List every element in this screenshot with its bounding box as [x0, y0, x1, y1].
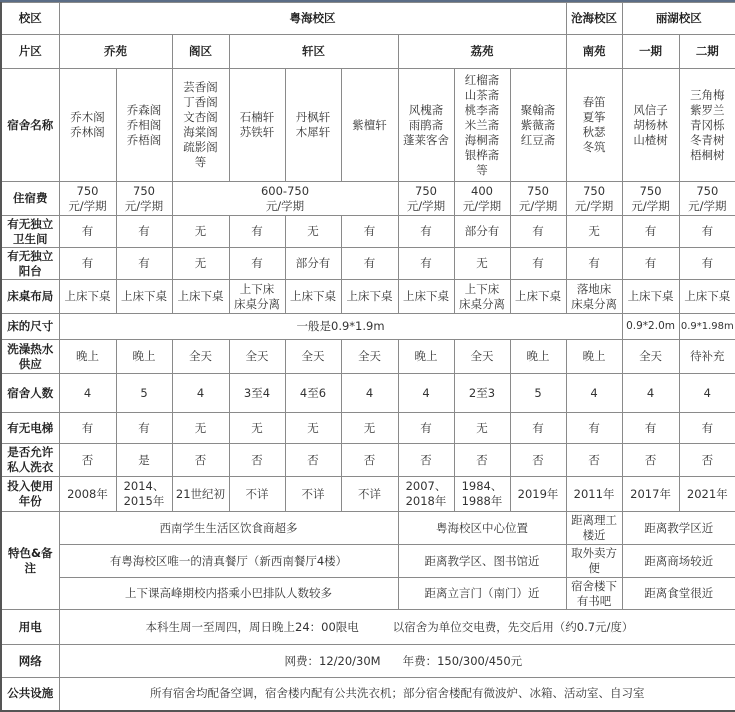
area-gequ: 阁区: [172, 35, 229, 69]
campus-yuehai: 粤海校区: [59, 3, 566, 35]
laundry-cell: 否: [285, 444, 341, 477]
elevator-cell: 无: [172, 413, 229, 444]
laundry-cell: 是: [116, 444, 172, 477]
year-cell: 2007、 2018年: [398, 477, 454, 512]
laundry-cell: 否: [172, 444, 229, 477]
hot-water-cell: 全天: [229, 340, 285, 374]
bathroom-cell: 无: [566, 216, 622, 248]
year-cell: 1984、 1988年: [454, 477, 510, 512]
laundry-row: [1, 444, 735, 477]
bathroom-row: [1, 216, 735, 248]
feature-lizhi-3: 距离立言门（南门）近: [398, 578, 566, 610]
balcony-row: [1, 248, 735, 280]
elevator-cell: 有: [622, 413, 679, 444]
balcony-cell: 无: [454, 248, 510, 280]
fee-cell: 750 元/学期: [566, 182, 622, 216]
laundry-cell: 否: [622, 444, 679, 477]
occupants-cell: 5: [116, 374, 172, 413]
balcony-cell: 有: [622, 248, 679, 280]
electricity-info: [59, 610, 735, 645]
hot-water-row: [1, 340, 735, 374]
hot-water-cell: 全天: [172, 340, 229, 374]
hot-water-cell: 晚上: [566, 340, 622, 374]
bed-size-lihu-phase2: 0.9*1.98m: [679, 314, 735, 340]
dorm-names-cell: 乔森阁 乔相阁 乔梧阁: [116, 69, 172, 182]
row-label-bed-size: 床的尺寸: [1, 314, 59, 340]
bed-layout-cell: 上下床 床桌分离: [229, 280, 285, 314]
feature-yuehai-west-1: 西南学生生活区饮食商超多: [59, 512, 398, 545]
fee-cell: 750 元/学期: [398, 182, 454, 216]
balcony-cell: 有: [679, 248, 735, 280]
occupants-cell: 4: [679, 374, 735, 413]
bed-layout-cell: 落地床 床桌分离: [566, 280, 622, 314]
hot-water-cell: 晚上: [59, 340, 116, 374]
elevator-cell: 有: [398, 413, 454, 444]
network-info: [59, 645, 735, 678]
dorm-names-cell: 风槐斋 雨鹃斋 蓬莱客舍: [398, 69, 454, 182]
bed-layout-cell: 上床下桌: [285, 280, 341, 314]
dorm-names-row: [1, 69, 735, 182]
bed-layout-cell: 上床下桌: [510, 280, 566, 314]
year-cell: 不详: [341, 477, 398, 512]
campus-lihu: 丽湖校区: [622, 3, 735, 35]
bed-layout-cell: 上床下桌: [59, 280, 116, 314]
occupants-cell: 4至6: [285, 374, 341, 413]
year-cell: 2017年: [622, 477, 679, 512]
occupants-cell: 3至4: [229, 374, 285, 413]
dorm-names-cell: 丹枫轩 木犀轩: [285, 69, 341, 182]
feature-lihu-2: 距离商场较近: [622, 545, 735, 578]
bathroom-cell: 有: [679, 216, 735, 248]
bed-layout-cell: 上床下桌: [116, 280, 172, 314]
row-label-bathroom: 有无独立卫生间: [1, 216, 59, 248]
dorm-names-cell: 芸香阁 丁香阁 文杏阁 海棠阁 疏影阁 等: [172, 69, 229, 182]
row-label-occupants: 宿舍人数: [1, 374, 59, 413]
occupants-cell: 4: [341, 374, 398, 413]
dorm-names-cell: 春笛 夏筝 秋瑟 冬筑: [566, 69, 622, 182]
fee-cell: 750 元/学期: [679, 182, 735, 216]
network-monthly-fee: 网费：12/20/30M: [284, 653, 381, 668]
balcony-cell: 有: [510, 248, 566, 280]
dormitory-comparison-table: [0, 2, 735, 712]
bed-layout-cell: 上床下桌: [172, 280, 229, 314]
row-label-electricity: 用电: [1, 610, 59, 645]
area-row: [1, 35, 735, 69]
facilities-info: 所有宿舍均配备空调，宿舍楼内配有公共洗衣机；部分宿舍楼配有微波炉、冰箱、活动室、自习室: [59, 678, 735, 711]
bed-layout-cell: 上床下桌: [398, 280, 454, 314]
bathroom-cell: 部分有: [454, 216, 510, 248]
bathroom-cell: 有: [622, 216, 679, 248]
row-label-laundry: 是否允许私人洗衣: [1, 444, 59, 477]
elevator-cell: 有: [116, 413, 172, 444]
row-label-network: 网络: [1, 645, 59, 678]
fee-cell: 750 元/学期: [622, 182, 679, 216]
laundry-cell: 否: [341, 444, 398, 477]
occupants-cell: 5: [510, 374, 566, 413]
area-xuanqu: 轩区: [229, 35, 398, 69]
area-phase1: 一期: [622, 35, 679, 69]
elevator-row: [1, 413, 735, 444]
year-row: [1, 477, 735, 512]
occupants-cell: 4: [398, 374, 454, 413]
campus-canghai: 沧海校区: [566, 3, 622, 35]
laundry-cell: 否: [510, 444, 566, 477]
year-cell: 2019年: [510, 477, 566, 512]
elevator-cell: 无: [285, 413, 341, 444]
bed-layout-cell: 上床下桌: [622, 280, 679, 314]
bed-layout-cell: 上床下桌: [679, 280, 735, 314]
feature-canghai-2: 取外卖方 便: [566, 545, 622, 578]
balcony-cell: 有: [116, 248, 172, 280]
fee-cell: 750 元/学期: [510, 182, 566, 216]
hot-water-cell: 全天: [622, 340, 679, 374]
elevator-cell: 有: [566, 413, 622, 444]
dorm-names-cell: 紫檀轩: [341, 69, 398, 182]
occupants-row: [1, 374, 735, 413]
occupants-cell: 2至3: [454, 374, 510, 413]
laundry-cell: 否: [679, 444, 735, 477]
area-nanyuan: 南苑: [566, 35, 622, 69]
features-row-3: [1, 578, 735, 610]
balcony-cell: 有: [229, 248, 285, 280]
dorm-names-cell: 三角梅 紫罗兰 青冈栎 冬青树 梧桐树: [679, 69, 735, 182]
balcony-cell: 有: [341, 248, 398, 280]
year-cell: 2014、 2015年: [116, 477, 172, 512]
occupants-cell: 4: [172, 374, 229, 413]
laundry-cell: 否: [229, 444, 285, 477]
hot-water-cell: 全天: [454, 340, 510, 374]
balcony-cell: 有: [398, 248, 454, 280]
dorm-names-cell: 红榴斋 山茶斋 桃李斋 米兰斋 海桐斋 银桦斋 等: [454, 69, 510, 182]
feature-yuehai-west-3: 上下课高峰期校内搭乘小巴排队人数较多: [59, 578, 398, 610]
row-label-dorm-names: 宿舍名称: [1, 69, 59, 182]
bathroom-cell: 有: [59, 216, 116, 248]
hot-water-cell: 全天: [285, 340, 341, 374]
electricity-row: [1, 610, 735, 645]
laundry-cell: 否: [454, 444, 510, 477]
year-cell: 21世纪初: [172, 477, 229, 512]
hot-water-cell: 待补充: [679, 340, 735, 374]
row-label-elevator: 有无电梯: [1, 413, 59, 444]
balcony-cell: 有: [566, 248, 622, 280]
electricity-billing-text: 以宿舍为单位交电费，先交后用（约0.7元/度）: [392, 619, 634, 634]
dorm-names-cell: 乔木阁 乔林阁: [59, 69, 116, 182]
bed-size-general: 一般是0.9*1.9m: [59, 314, 622, 340]
network-yearly-fee: 年费：150/300/450元: [402, 653, 523, 668]
dorm-names-cell: 风信子 胡杨林 山楂树: [622, 69, 679, 182]
fee-cell: 750 元/学期: [59, 182, 116, 216]
area-qiaoyuan: 乔苑: [59, 35, 172, 69]
bed-layout-cell: 上下床 床桌分离: [454, 280, 510, 314]
bed-size-lihu-phase1: 0.9*2.0m: [622, 314, 679, 340]
bathroom-cell: 无: [285, 216, 341, 248]
bed-layout-row: [1, 280, 735, 314]
bathroom-cell: 有: [341, 216, 398, 248]
row-label-year: 投入使用年份: [1, 477, 59, 512]
dorm-names-cell: 聚翰斋 紫薇斋 红豆斋: [510, 69, 566, 182]
row-label-bed-layout: 床桌布局: [1, 280, 59, 314]
occupants-cell: 4: [59, 374, 116, 413]
dorm-names-cell: 石楠轩 苏铁轩: [229, 69, 285, 182]
bathroom-cell: 有: [116, 216, 172, 248]
features-row-2: [1, 545, 735, 578]
balcony-cell: 有: [59, 248, 116, 280]
row-label-campus: 校区: [1, 3, 59, 35]
fee-row: [1, 182, 735, 216]
row-label-fee: 住宿费: [1, 182, 59, 216]
area-phase2: 二期: [679, 35, 735, 69]
hot-water-cell: 晚上: [510, 340, 566, 374]
hot-water-cell: 全天: [341, 340, 398, 374]
year-cell: 2021年: [679, 477, 735, 512]
laundry-cell: 否: [566, 444, 622, 477]
row-label-features: 特色&备注: [1, 512, 59, 610]
bed-size-row: [1, 314, 735, 340]
electricity-limit-text: 本科生周一至周四，周日晚上24：00限电: [145, 619, 359, 634]
laundry-cell: 否: [59, 444, 116, 477]
elevator-cell: 有: [679, 413, 735, 444]
feature-canghai-3: 宿舍楼下 有书吧: [566, 578, 622, 610]
elevator-cell: 无: [454, 413, 510, 444]
bathroom-cell: 有: [398, 216, 454, 248]
elevator-cell: 有: [510, 413, 566, 444]
elevator-cell: 无: [341, 413, 398, 444]
hot-water-cell: 晚上: [116, 340, 172, 374]
network-row: [1, 645, 735, 678]
feature-lihu-1: 距离教学区近: [622, 512, 735, 545]
row-label-balcony: 有无独立阳台: [1, 248, 59, 280]
year-cell: 不详: [229, 477, 285, 512]
hot-water-cell: 晚上: [398, 340, 454, 374]
year-cell: 不详: [285, 477, 341, 512]
elevator-cell: 无: [229, 413, 285, 444]
fee-cell-xuan: 600-750 元/学期: [172, 182, 398, 216]
bed-layout-cell: 上床下桌: [341, 280, 398, 314]
laundry-cell: 否: [398, 444, 454, 477]
bathroom-cell: 有: [229, 216, 285, 248]
year-cell: 2011年: [566, 477, 622, 512]
area-liyuan: 荔苑: [398, 35, 566, 69]
occupants-cell: 4: [566, 374, 622, 413]
row-label-area: 片区: [1, 35, 59, 69]
fee-cell: 750 元/学期: [116, 182, 172, 216]
feature-lizhi-1: 粤海校区中心位置: [398, 512, 566, 545]
feature-lihu-3: 距离食堂很近: [622, 578, 735, 610]
campus-row: [1, 3, 735, 35]
row-label-hot-water: 洗澡热水供应: [1, 340, 59, 374]
bathroom-cell: 有: [510, 216, 566, 248]
feature-canghai-1: 距离理工 楼近: [566, 512, 622, 545]
balcony-cell: 无: [172, 248, 229, 280]
bathroom-cell: 无: [172, 216, 229, 248]
elevator-cell: 有: [59, 413, 116, 444]
balcony-cell: 部分有: [285, 248, 341, 280]
fee-cell: 400 元/学期: [454, 182, 510, 216]
year-cell: 2008年: [59, 477, 116, 512]
feature-yuehai-west-2: 有粤海校区唯一的清真餐厅（新西南餐厅4楼）: [59, 545, 398, 578]
occupants-cell: 4: [622, 374, 679, 413]
features-row-1: [1, 512, 735, 545]
feature-lizhi-2: 距离教学区、图书馆近: [398, 545, 566, 578]
row-label-facilities: 公共设施: [1, 678, 59, 711]
facilities-row: [1, 678, 735, 711]
